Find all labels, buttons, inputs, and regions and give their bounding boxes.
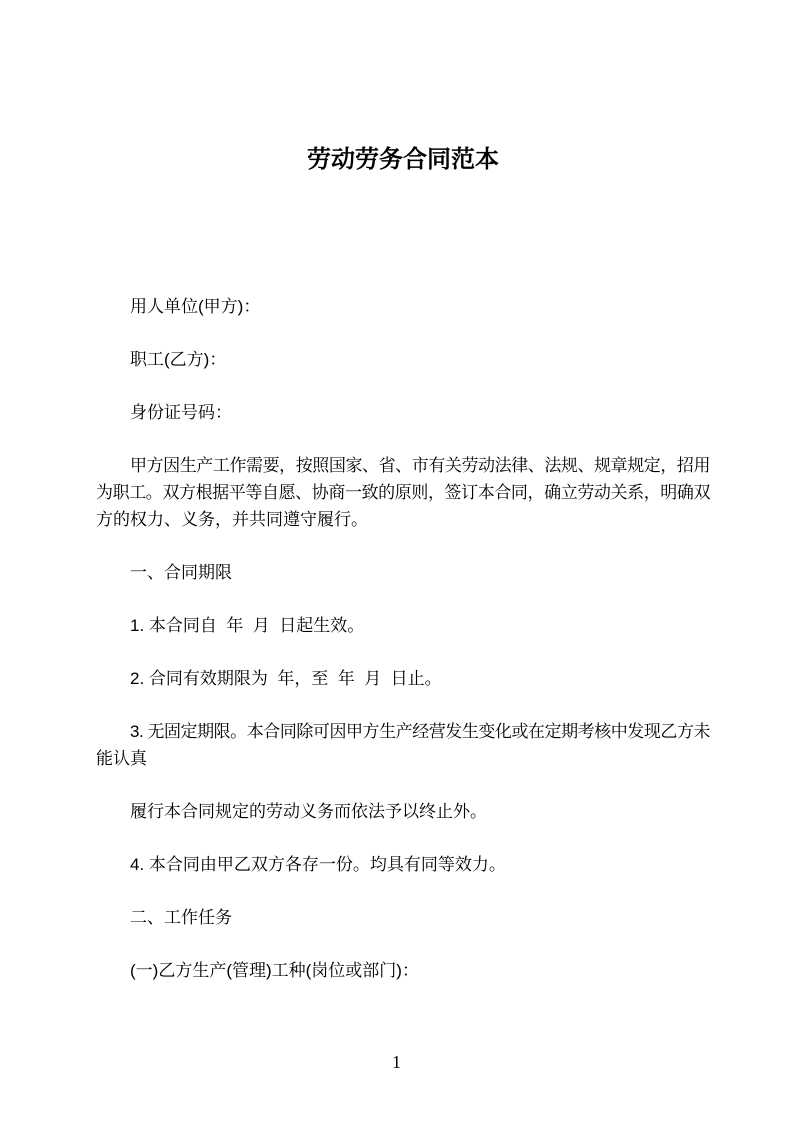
section2-item1-text: (一)乙方生产(管理)工种(岗位或部门)： [130, 961, 419, 980]
party-b-paragraph [96, 346, 710, 373]
clause-1-paragraph [96, 612, 710, 639]
clause-3-line: 能认真 [96, 749, 147, 768]
section2-item1-paragraph [96, 957, 710, 984]
party-a-label: 用人单位(甲方)： [130, 297, 261, 316]
clause-2-text: 2. 合同有效期限为 年，至 年 月 日止。 [130, 669, 442, 688]
clause-4-paragraph [96, 851, 710, 878]
section2-heading-paragraph [96, 904, 710, 931]
clause-1-text: 1. 本合同自 年 月 日起生效。 [130, 616, 365, 635]
intro-line: 为职工。双方根据平等自愿、协商一致的原则，签订本合同，确立劳动关系，明确双 [96, 483, 710, 502]
intro-paragraph [96, 452, 710, 533]
document-body [96, 0, 710, 1010]
section2-heading: 二、工作任务 [130, 908, 232, 927]
id-number-paragraph [96, 399, 710, 426]
clause-3-continuation-paragraph [96, 798, 710, 825]
clause-3-line: 3. 无固定期限。本合同除可因甲方生产经营发生变化或在定期考核中发现乙方未 [130, 722, 710, 741]
intro-line: 甲方因生产工作需要，按照国家、省、市有关劳动法律、法规、规章规定，招用 [130, 456, 710, 475]
clause-2-paragraph [96, 665, 710, 692]
section1-heading-paragraph [96, 559, 710, 586]
document-title: 劳动劳务合同范本 [307, 146, 499, 173]
section1-heading: 一、合同期限 [130, 563, 232, 582]
party-b-label: 职工(乙方)： [130, 350, 227, 369]
party-a-paragraph [96, 293, 710, 320]
clause-4-text: 4. 本合同由甲乙双方各存一份。均具有同等效力。 [130, 855, 506, 874]
page-number: 1 [392, 1052, 401, 1072]
intro-line: 方的权力、义务，并共同遵守履行。 [96, 510, 368, 529]
clause-3-paragraph [96, 718, 710, 772]
id-number-label: 身份证号码： [130, 403, 232, 422]
clause-3-continuation-text: 履行本合同规定的劳动义务而依法予以终止外。 [130, 802, 487, 821]
